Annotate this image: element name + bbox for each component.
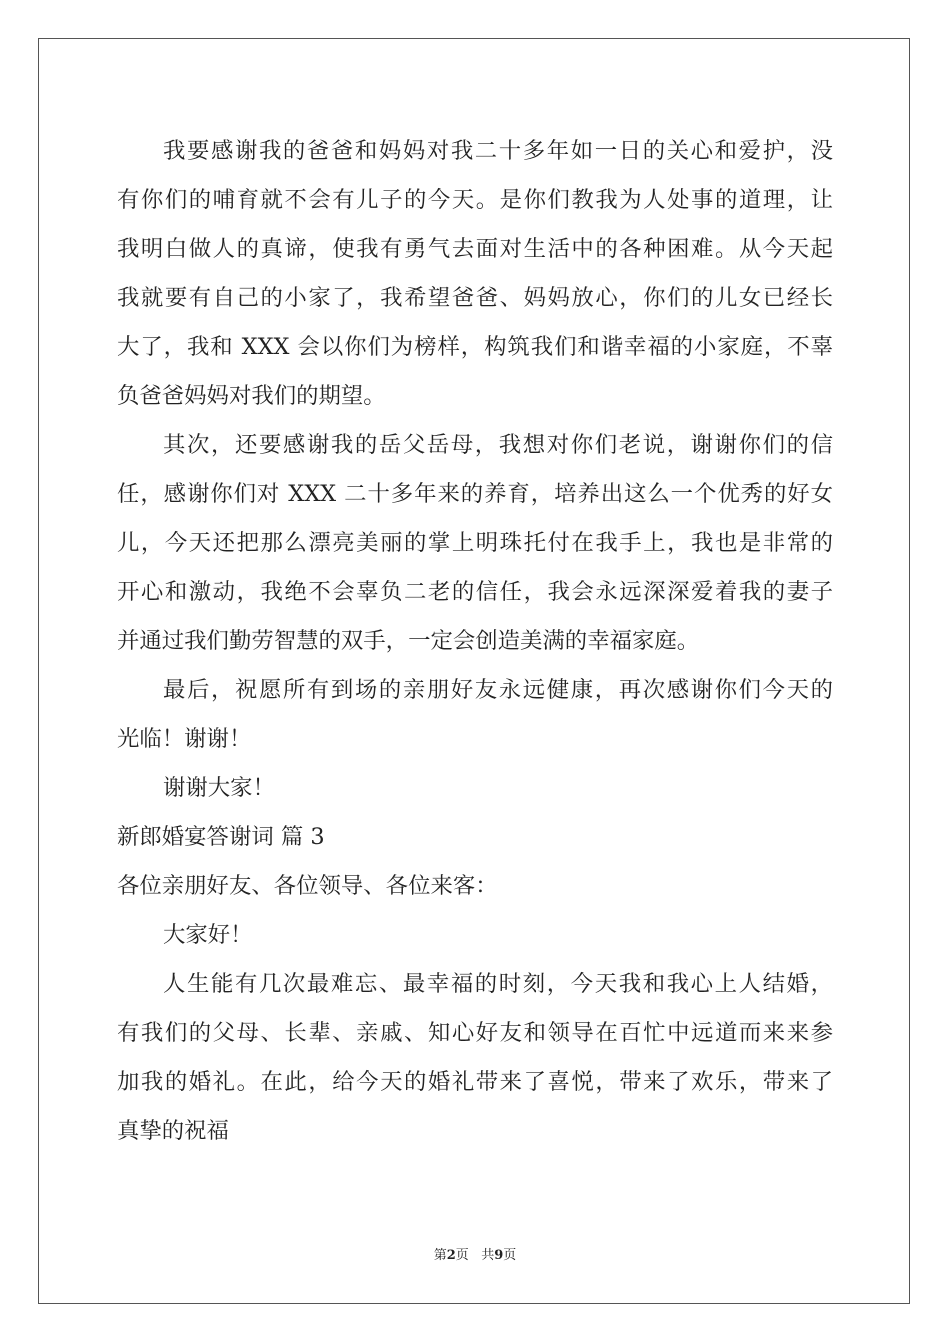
paragraph-line: 并通过我们勤劳智慧的双手，一定会创造美满的幸福家庭。: [117, 628, 700, 654]
paragraph-line: 真挚的祝福: [117, 1118, 229, 1144]
paragraph-line: 有你们的哺育就不会有儿子的今天。是你们教我为人处事的道理，让: [117, 187, 833, 213]
paragraph-line: 我就要有自己的小家了，我希望爸爸、妈妈放心，你们的儿女已经长: [117, 285, 833, 311]
page-footer: [0, 1247, 950, 1265]
section-heading: 新郎婚宴答谢词 篇 3: [117, 824, 325, 850]
paragraph-line: 我要感谢我的爸爸和妈妈对我二十多年如一日的关心和爱护，没: [163, 138, 833, 164]
total-pages: 9: [494, 1248, 504, 1263]
paragraph-line: 其次，还要感谢我的岳父岳母，我想对你们老说，谢谢你们的信: [163, 432, 833, 458]
paragraph-line: 任，感谢你们对 XXX 二十多年来的养育，培养出这么一个优秀的好女: [117, 481, 833, 507]
paragraph-line: 负爸爸妈妈对我们的期望。: [117, 383, 386, 409]
paragraph-line: 光临！谢谢！: [117, 726, 252, 752]
total-suffix: 页: [503, 1248, 517, 1263]
page-prefix: 第: [433, 1248, 447, 1263]
paragraph-line: 我明白做人的真谛，使我有勇气去面对生活中的各种困难。从今天起: [117, 236, 833, 262]
document-body: [117, 127, 833, 1156]
paragraph-line: 加我的婚礼。在此，给今天的婚礼带来了喜悦，带来了欢乐，带来了: [117, 1069, 833, 1095]
page-number: 2: [446, 1248, 456, 1263]
total-prefix: 共: [481, 1248, 495, 1263]
salutation: 各位亲朋好友、各位领导、各位来客：: [117, 873, 498, 899]
paragraph-line: 儿，今天还把那么漂亮美丽的掌上明珠托付在我手上，我也是非常的: [117, 530, 833, 556]
paragraph-line: 大了，我和 XXX 会以你们为榜样，构筑我们和谐幸福的小家庭，不辜: [117, 334, 833, 360]
page-suffix: 页: [455, 1248, 469, 1263]
paragraph-line: 开心和激动，我绝不会辜负二老的信任，我会永远深深爱着我的妻子: [117, 579, 833, 605]
paragraph-line: 有我们的父母、长辈、亲戚、知心好友和领导在百忙中远道而来来参: [117, 1020, 833, 1046]
paragraph-line: 谢谢大家！: [163, 775, 275, 801]
greeting: 大家好！: [163, 922, 253, 948]
paragraph-line: 最后，祝愿所有到场的亲朋好友永远健康，再次感谢你们今天的: [163, 677, 833, 703]
paragraph-line: 人生能有几次最难忘、最幸福的时刻，今天我和我心上人结婚，: [163, 971, 833, 997]
